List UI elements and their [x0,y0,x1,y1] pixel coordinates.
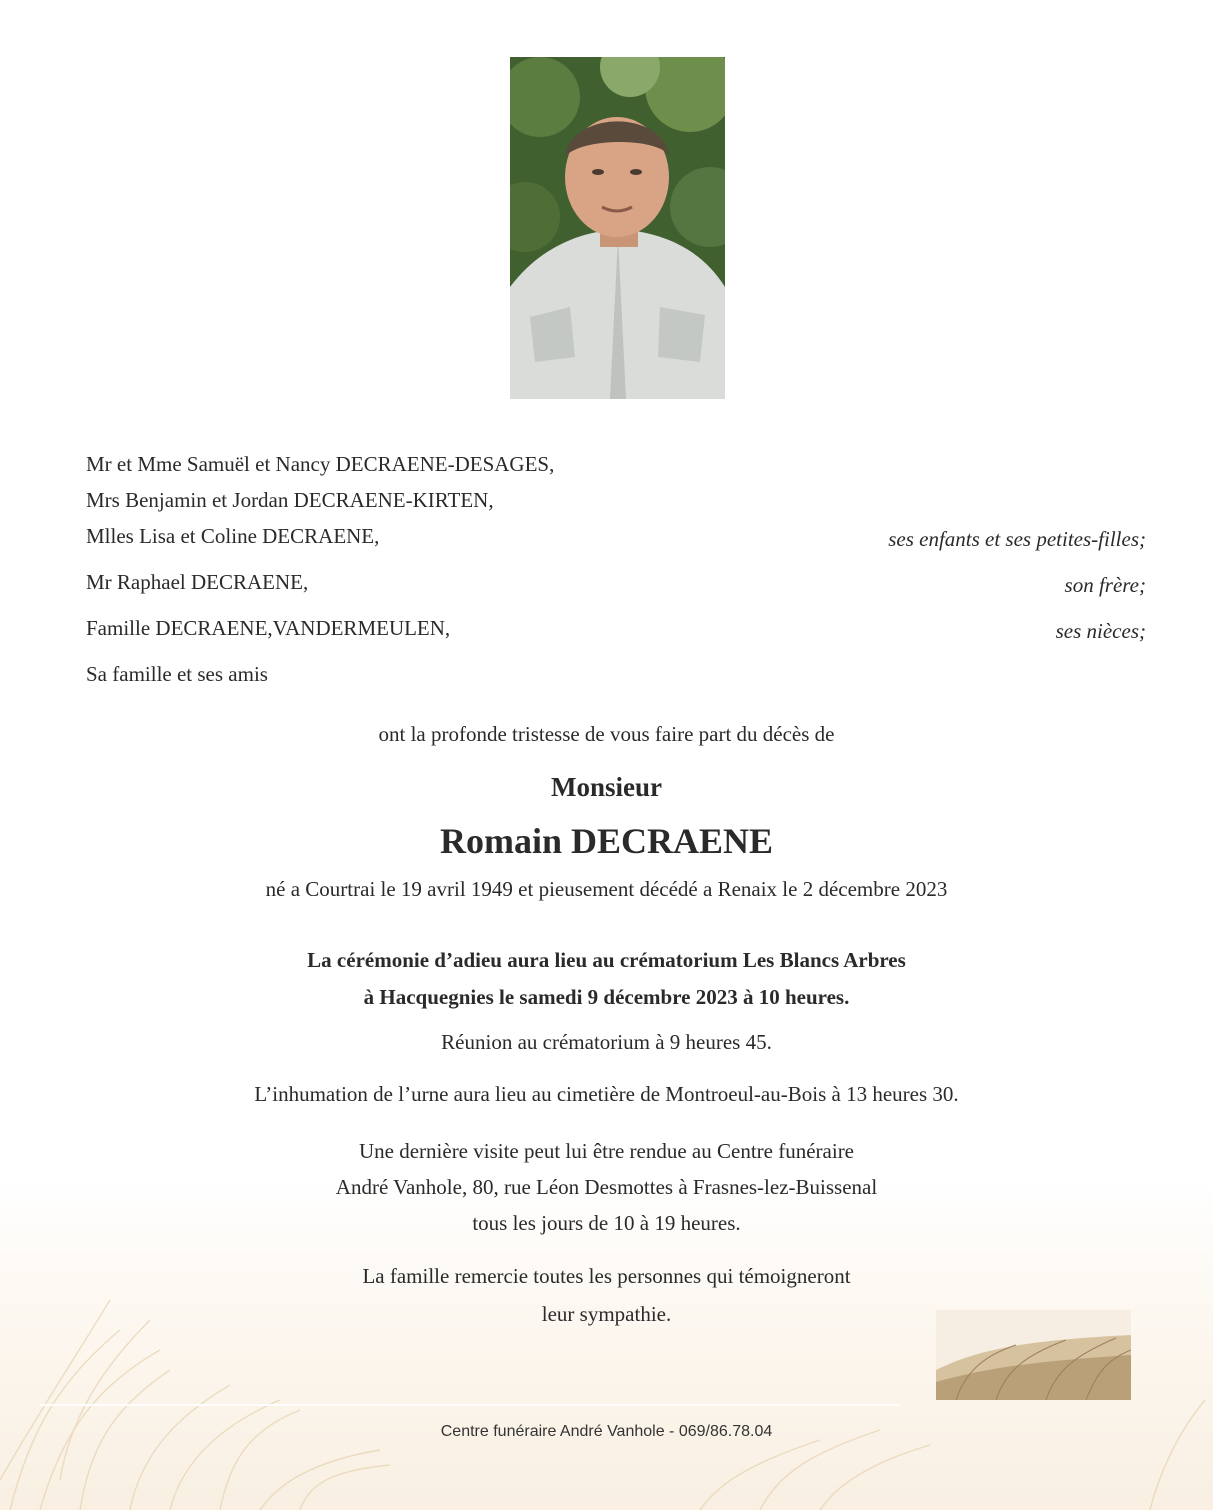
family-member: Mlles Lisa et Coline DECRAENE, [86,524,380,548]
announcement-intro: ont la profonde tristesse de vous faire part du décès de [378,722,835,746]
family-relation: son frère; [1064,573,1146,597]
family-member: Mr Raphael DECRAENE, [86,570,309,594]
family-member: Mrs Benjamin et Jordan DECRAENE-KIRTEN, [86,488,494,512]
visit-line-2: André Vanhole, 80, rue Léon Desmottes à Frasnes-lez-Buissenal [335,1175,878,1199]
family-relation: ses nièces; [1055,619,1146,643]
thanks-line-1: La famille remercie toutes les personnes qui témoigneront [362,1264,851,1288]
family-member: Famille DECRAENE,VANDERMEULEN, [86,616,451,640]
civility: Monsieur [551,772,662,802]
family-member: Mr et Mme Samuël et Nancy DECRAENE-DESAGES, [86,452,555,476]
deceased-name: Romain DECRAENE [439,821,774,861]
grass-image [936,1310,1131,1400]
ceremony-info [0,942,1213,1016]
family-row [86,564,1146,600]
family-member: Sa famille et ses amis [86,662,268,686]
family-row [86,482,1146,518]
family-row [86,446,1146,482]
footer-contact: Centre funéraire André Vanhole - 069/86.78.04 [440,1423,773,1440]
burial-info: L’inhumation de l’urne aura lieu au cimetière de Montroeul-au-Bois à 13 heures 30. [254,1082,959,1106]
family-list [86,446,1146,692]
ceremony-line-2: à Hacquegnies le samedi 9 décembre 2023 à 10 heures. [363,985,850,1009]
family-row [86,656,1146,692]
visit-line-1: Une dernière visite peut lui être rendue au Centre funéraire [358,1139,855,1163]
visit-info [0,1133,1213,1241]
birth-death-dates: né a Courtrai le 19 avril 1949 et pieusement décédé a Renaix le 2 décembre 2023 [265,877,948,901]
ceremony-line-1: La cérémonie d’adieu aura lieu au crématorium Les Blancs Arbres [307,948,906,972]
family-relation: ses enfants et ses petites-filles; [888,527,1146,551]
family-row [86,518,1146,554]
family-row [86,610,1146,646]
footer-divider [40,1404,900,1406]
portrait-photo [510,57,725,399]
thanks-line-2: leur sympathie. [541,1302,672,1326]
visit-line-3: tous les jours de 10 à 19 heures. [472,1211,741,1235]
meeting-info: Réunion au crématorium à 9 heures 45. [441,1030,772,1054]
